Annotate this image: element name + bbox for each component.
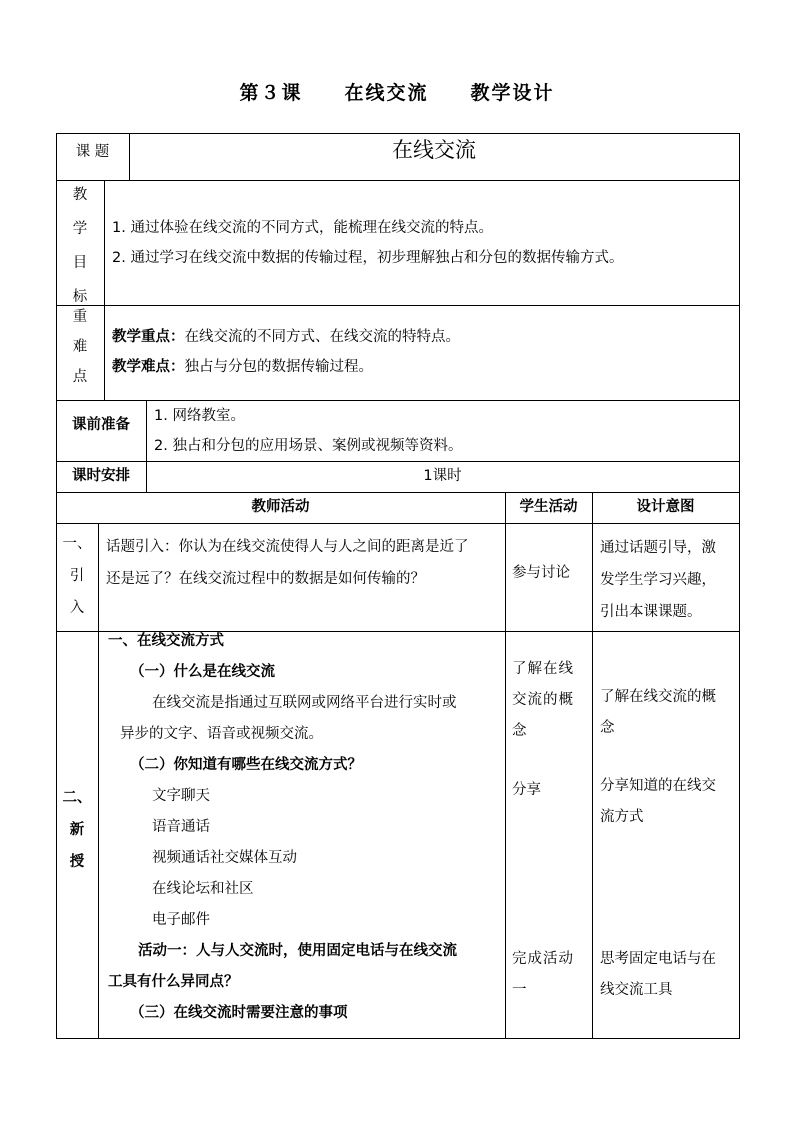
intent-think-line: 思考固定电话与在 xyxy=(600,951,716,967)
intro-teacher-line: 话题引入：你认为在线交流使得人与人之间的距离是近了 xyxy=(106,539,469,555)
focus-label: 教学重点： xyxy=(112,329,185,345)
intent-concept-line: 念 xyxy=(600,720,615,736)
intro-intent-line: 通过话题引导，激 xyxy=(600,540,716,556)
intro-label-char: 引 xyxy=(69,568,85,584)
difficulty-line xyxy=(112,352,732,382)
section-heading: 一、在线交流方式 xyxy=(108,633,224,649)
newlesson-label-char: 授 xyxy=(69,854,85,870)
header-teacher: 教师活动 xyxy=(251,499,310,515)
header-intent: 设计意图 xyxy=(636,499,695,515)
intro-label-char: 入 xyxy=(69,600,85,616)
focus-line xyxy=(112,322,732,352)
student-activity-line: 完成活动 xyxy=(512,951,574,967)
sub-heading-3: （三）在线交流时需要注意的事项 xyxy=(130,1005,348,1021)
student-understand-line: 念 xyxy=(512,723,528,739)
topic-label: 课 题 xyxy=(75,144,110,160)
intent-think-line: 线交流工具 xyxy=(600,982,673,998)
keypoints-label-char: 重 xyxy=(72,309,88,325)
topic-value: 在线交流 xyxy=(392,138,476,162)
difficulty-text: 独占与分包的数据传输过程。 xyxy=(184,359,373,375)
intro-teacher xyxy=(106,531,502,595)
goals-label-char: 学 xyxy=(72,221,88,237)
prep-item: 2. 独占和分包的应用场景、案例或视频等资料。 xyxy=(154,438,463,454)
intent-share-line: 分享知道的在线交 xyxy=(600,778,716,794)
keypoints-label-char: 难 xyxy=(72,339,88,355)
intent-concept xyxy=(600,682,736,744)
intro-intent-line: 发学生学习兴趣， xyxy=(600,572,716,588)
student-activity xyxy=(512,944,590,1006)
goals-label-char: 教 xyxy=(72,187,88,203)
goal-item: 2. 通过学习在线交流中数据的传输过程，初步理解独占和分包的数据传输方式。 xyxy=(112,250,624,266)
prep-item: 1. 网络教室。 xyxy=(154,408,245,424)
student-understand xyxy=(512,654,590,747)
goals-list xyxy=(112,213,732,273)
method-item: 电子邮件 xyxy=(152,912,210,928)
intro-intent-line: 引出本课课题。 xyxy=(600,604,702,620)
activity-line: 工具有什么异同点？ xyxy=(108,974,239,990)
goal-item: 1. 通过体验在线交流的不同方式，能梳理在线交流的特点。 xyxy=(112,220,493,236)
sub-heading-2: （二）你知道有哪些在线交流方式？ xyxy=(130,757,362,773)
method-item: 视频通话社交媒体互动 xyxy=(152,850,297,866)
definition-line: 在线交流是指通过互联网或网络平台进行实时或 xyxy=(152,695,457,711)
goals-label xyxy=(56,178,104,314)
intro-teacher-line: 还是远了？在线交流过程中的数据是如何传输的？ xyxy=(106,571,425,587)
document-title: 第３课 在线交流 教学设计 xyxy=(239,82,555,104)
goals-label-char: 目 xyxy=(72,255,88,271)
difficulty-label: 教学难点： xyxy=(112,359,185,375)
schedule-label: 课时安排 xyxy=(72,468,130,484)
keypoints-content xyxy=(112,322,732,382)
student-share: 分享 xyxy=(512,782,541,798)
intro-student: 参与讨论 xyxy=(512,565,570,581)
student-understand-line: 交流的概 xyxy=(512,692,574,708)
intro-intent xyxy=(600,532,736,628)
intent-concept-line: 了解在线交流的概 xyxy=(600,689,716,705)
keypoints-label xyxy=(56,302,104,392)
student-activity-line: 一 xyxy=(512,982,528,998)
newlesson-label-char: 新 xyxy=(69,822,85,838)
schedule-value: 1课时 xyxy=(423,468,462,484)
definition-line: 异步的文字、语音或视频交流。 xyxy=(120,726,323,742)
method-item: 文字聊天 xyxy=(152,788,210,804)
header-student: 学生活动 xyxy=(519,499,578,515)
goals-label-char: 标 xyxy=(72,289,88,305)
intro-label xyxy=(56,528,98,624)
newlesson-label xyxy=(56,782,98,878)
prep-list xyxy=(154,401,734,461)
intent-share-line: 流方式 xyxy=(600,809,644,825)
sub-heading-1: （一）什么是在线交流 xyxy=(130,664,275,680)
method-item: 语音通话 xyxy=(152,819,210,835)
method-item: 在线论坛和社区 xyxy=(152,881,254,897)
keypoints-label-char: 点 xyxy=(72,369,88,385)
intent-think xyxy=(600,944,736,1006)
newlesson-label-char: 二、 xyxy=(62,790,92,806)
intro-label-char: 一、 xyxy=(62,536,92,552)
activity-line: 活动一：人与人交流时，使用固定电话与在线交流 xyxy=(138,943,457,959)
intent-share xyxy=(600,771,736,833)
focus-text: 在线交流的不同方式、在线交流的特特点。 xyxy=(184,329,460,345)
prep-label: 课前准备 xyxy=(72,417,130,433)
newlesson-teacher xyxy=(106,626,502,1029)
student-understand-line: 了解在线 xyxy=(512,661,574,677)
